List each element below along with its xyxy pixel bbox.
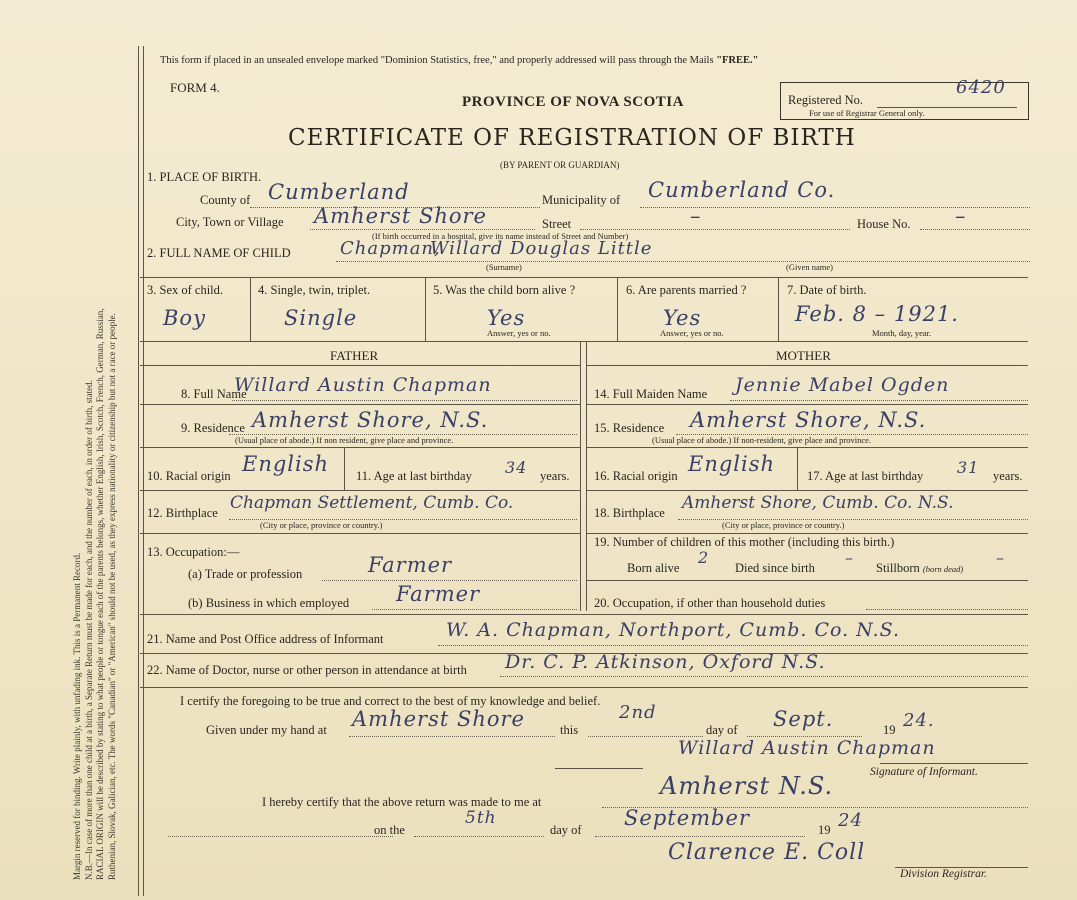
informant-signature: Willard Austin Chapman [678, 737, 936, 759]
margin-notes [72, 30, 118, 880]
mother-age-label: 17. Age at last birthday [807, 469, 924, 483]
mother-birthplace: Amherst Shore, Cumb. Co. N.S. [682, 493, 954, 513]
hospital-note: (If birth occurred in a hospital, give its name instead of Street and Number) [372, 231, 629, 241]
form-number: FORM 4. [170, 80, 220, 95]
father-birthplace-label: 12. Birthplace [147, 506, 218, 520]
father-residence: Amherst Shore, N.S. [252, 408, 489, 432]
mother-name: Jennie Mabel Ogden [735, 374, 950, 396]
year-prefix: 19 [883, 723, 896, 737]
place-label: 1. PLACE OF BIRTH. [147, 170, 262, 184]
registrar-place: Amherst N.S. [660, 772, 834, 800]
registrar-month: September [624, 806, 750, 830]
margin-note: N.B.—In case of more than one child at a birth, a Separate Return must be made for each, and the number of each, in order of birth, stated. [83, 380, 94, 880]
father-heading: FATHER [330, 348, 379, 363]
child-name-label: 2. FULL NAME OF CHILD [147, 246, 291, 260]
business-value: Farmer [396, 582, 481, 606]
postal-note: This form if placed in an unsealed envelope marked "Dominion Statistics, free," and properly addressed will pass through the Mails "FREE." [160, 55, 759, 66]
given-caption: (Given name) [786, 262, 833, 272]
registered-label: Registered No. [788, 93, 863, 107]
mother-age: 31 [957, 458, 980, 477]
surname-caption: (Surname) [486, 262, 522, 272]
multiplicity-value: Single [284, 306, 358, 330]
father-residence-label: 9. Residence [181, 421, 245, 435]
registrar-year: 24 [838, 810, 863, 831]
father-residence-caption: (Usual place of abode.) If non resident, give place and province. [235, 435, 454, 445]
mother-residence: Amherst Shore, N.S. [690, 408, 927, 432]
registrar-year-prefix: 19 [818, 823, 831, 837]
given-day: 2nd [619, 702, 657, 723]
alive-label: 5. Was the child born alive ? [433, 283, 576, 297]
county-label: County of [200, 193, 251, 207]
stillborn-label: Stillborn (born dead) [876, 561, 964, 575]
given-year: 24. [903, 710, 935, 731]
given-label: Given under my hand at [206, 723, 327, 737]
doctor-value: Dr. C. P. Atkinson, Oxford N.S. [505, 651, 826, 673]
children-label: 19. Number of children of this mother (including this birth.) [594, 535, 895, 549]
this-label: this [560, 723, 579, 737]
father-name-label: 8. Full Name [181, 387, 247, 401]
certify-statement: I certify the foregoing to be true and correct to the best of my knowledge and belief. [180, 694, 601, 708]
sex-value: Boy [163, 306, 206, 330]
county-value: Cumberland [268, 180, 410, 204]
doctor-label: 22. Name of Doctor, nurse or other person in attendance at birth [147, 663, 467, 677]
municipality-label: Municipality of [542, 193, 621, 207]
informant-value: W. A. Chapman, Northport, Cumb. Co. N.S. [446, 619, 901, 641]
page-title: CERTIFICATE OF REGISTRATION OF BIRTH [288, 125, 856, 151]
registrar-statement: I hereby certify that the above return was made to me at [262, 795, 542, 809]
alive-caption: Answer, yes or no. [487, 328, 551, 338]
house-value: – [955, 204, 967, 228]
left-border [138, 46, 139, 896]
informant-label: 21. Name and Post Office address of Informant [147, 632, 384, 646]
trade-value: Farmer [368, 553, 453, 577]
province-heading: PROVINCE OF NOVA SCOTIA [462, 94, 684, 110]
mother-birthplace-caption: (City or place, province or country.) [722, 520, 845, 530]
stillborn-value: – [996, 548, 1005, 567]
given-month: Sept. [773, 707, 834, 731]
father-birthplace-caption: (City or place, province or country.) [260, 520, 383, 530]
father-racial: English [242, 452, 330, 476]
multiplicity-label: 4. Single, twin, triplet. [258, 283, 371, 297]
left-border-inner [143, 46, 144, 896]
city-label: City, Town or Village [176, 215, 284, 229]
mother-name-label: 14. Full Maiden Name [594, 387, 708, 401]
father-years: years. [540, 469, 570, 483]
business-label: (b) Business in which employed [188, 596, 350, 610]
married-label: 6. Are parents married ? [626, 283, 747, 297]
mother-heading: MOTHER [776, 348, 831, 363]
child-surname: Chapman, [340, 238, 441, 259]
street-value: – [690, 204, 702, 228]
dob-value: Feb. 8 – 1921. [795, 302, 959, 326]
father-age: 34 [505, 458, 528, 477]
died-value: – [845, 548, 854, 567]
father-name: Willard Austin Chapman [234, 374, 492, 396]
mother-years: years. [993, 469, 1023, 483]
signature-caption: Signature of Informant. [870, 766, 978, 778]
registered-number: 6420 [956, 77, 1006, 98]
married-value: Yes [663, 306, 702, 330]
municipality-value: Cumberland Co. [648, 178, 836, 202]
sex-label: 3. Sex of child. [147, 283, 224, 297]
mother-racial-label: 16. Racial origin [594, 469, 678, 483]
registrar-caption: Division Registrar. [900, 868, 987, 880]
street-label: Street [542, 217, 572, 231]
on-the-label: on the [374, 823, 405, 837]
registrar-day-of: day of [550, 823, 582, 837]
father-racial-label: 10. Racial origin [147, 469, 231, 483]
married-caption: Answer, yes or no. [660, 328, 724, 338]
registrar-signature: Clarence E. Coll [668, 840, 866, 865]
father-birthplace: Chapman Settlement, Cumb. Co. [230, 493, 514, 513]
trade-label: (a) Trade or profession [188, 567, 303, 581]
alive-value: Yes [487, 306, 526, 330]
mother-residence-caption: (Usual place of abode.) If non-resident, give place and province. [652, 435, 872, 445]
occupation-label: 13. Occupation:— [147, 545, 240, 559]
registrar-day: 5th [465, 808, 497, 828]
dob-label: 7. Date of birth. [787, 283, 867, 297]
margin-note: Ruthenian, Slovak, Galician, etc. The words "Canadian" or "American" should not be used, as they express nationality or citizenship but not a race or people. [106, 313, 117, 880]
dob-caption: Month, day, year. [872, 328, 932, 338]
died-label: Died since birth [735, 561, 815, 575]
registrar-use-note: For use of Registrar General only. [809, 108, 925, 118]
registered-box [780, 77, 1029, 120]
given-place: Amherst Shore [352, 707, 525, 731]
born-alive-value: 2 [698, 548, 710, 567]
margin-note: RACIAL ORIGIN will be described by stating to what people or tongue each of the parents belongs, whether English, Irish, Scotch, French, German, Russian, [95, 308, 105, 880]
city-value: Amherst Shore [314, 204, 487, 228]
day-of-label: day of [706, 723, 738, 737]
page-subtitle: (BY PARENT OR GUARDIAN) [500, 160, 620, 170]
margin-note: Margin reserved for binding. Write plainly, with unfading ink. This is a Permanent Record. [72, 552, 82, 880]
mother-birthplace-label: 18. Birthplace [594, 506, 665, 520]
house-label: House No. [857, 217, 911, 231]
mother-residence-label: 15. Residence [594, 421, 665, 435]
mother-racial: English [688, 452, 776, 476]
child-given-name: Willard Douglas Little [430, 238, 653, 259]
mother-occupation-label: 20. Occupation, if other than household duties [594, 596, 826, 610]
born-alive-label: Born alive [627, 561, 680, 575]
father-age-label: 11. Age at last birthday [356, 469, 472, 483]
